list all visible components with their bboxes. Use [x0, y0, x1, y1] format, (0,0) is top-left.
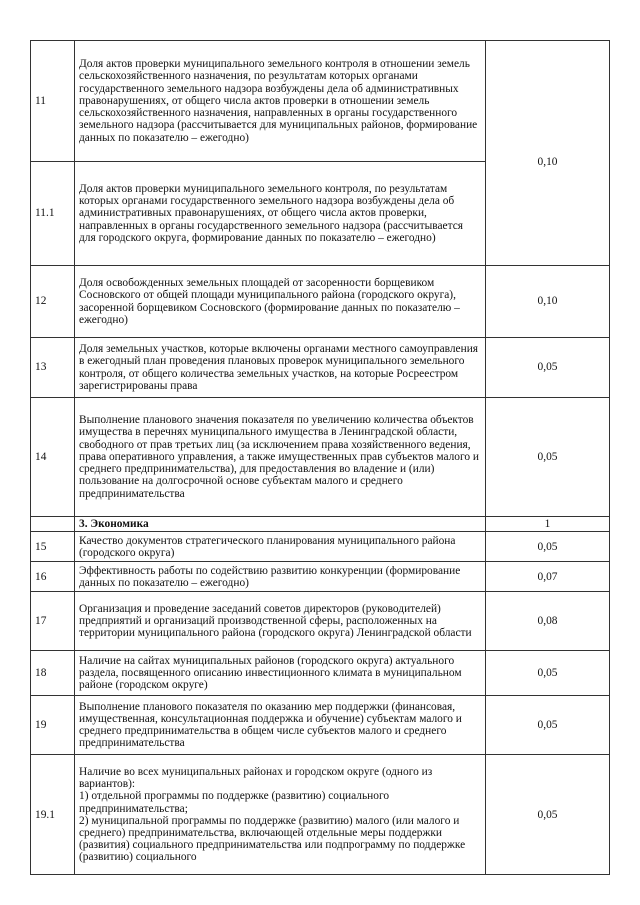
row-number: 19 [31, 696, 75, 755]
table-row [31, 398, 610, 517]
row-number: 11 [31, 41, 75, 162]
table-row [31, 696, 610, 755]
section-weight: 1 [486, 517, 610, 532]
weight-value: 0,07 [486, 562, 610, 592]
table-row [31, 266, 610, 338]
weight-value-merged: 0,10 [537, 156, 558, 169]
table-row [31, 562, 610, 592]
weight-value: 0,05 [486, 696, 610, 755]
table-row [31, 592, 610, 651]
row-number: 13 [31, 338, 75, 398]
indicator-text: Эффективность работы по содействию развитию конкуренции (формирование данных по показателю – ежегодно) [75, 562, 486, 592]
weight-value: 0,05 [486, 398, 610, 517]
section-header-row [31, 517, 610, 532]
weight-value: 0,05 [486, 338, 610, 398]
indicators-table [30, 40, 610, 875]
indicator-text [75, 755, 486, 875]
indicator-text: Доля освобожденных земельных площадей от засоренности борщевиком Сосновского от общей площади муниципального района (городского округа), засоренной борщевиком Сосновского (формирование данных по показателю – ежегодно) [75, 266, 486, 338]
row-number: 18 [31, 651, 75, 696]
weight-value: 0,05 [486, 651, 610, 696]
indicator-text: Выполнение планового показателя по оказанию мер поддержки (финансовая, имущественная, консультационная поддержка и обучение) субъектам малого и среднего предпринимательства в общем числе субъектов малого и среднего предпринимательства [75, 696, 486, 755]
indicator-text-line: 2) муниципальной программы по поддержке (развитию) малого (или малого и среднего) предпринимательства, включающей отдельные меры поддержки (развития) социального предпринимательства или подпрограмму по поддержке (развитию) социального [79, 814, 466, 864]
row-number: 11.1 [31, 162, 75, 266]
weight-value: 0,05 [486, 755, 610, 875]
row-number [31, 517, 75, 532]
weight-value: 0,08 [486, 592, 610, 651]
indicator-text: Выполнение планового значения показателя по увеличению количества объектов имущества в перечнях муниципального имущества в Ленинградской области, свободного от прав третьих лиц (за исключением права хозяйственного ведения, права оперативного управления, а также имущественных прав субъектов малого и среднего предпринимательства), для предоставления во владение и (или) пользование на долгосрочной основе субъектам малого и среднего предпринимательства [75, 398, 486, 517]
row-number: 12 [31, 266, 75, 338]
row-number: 19.1 [31, 755, 75, 875]
table-row [31, 532, 610, 562]
indicator-text: Доля актов проверки муниципального земельного контроля в отношении земель сельскохозяйственного назначения, по результатам которых органами государственного земельного надзора возбуждены дела об административных правонарушениях, от общего числа актов проверки в отношении земель сельскохозяйственного назначения, направленных в органы государственного земельного надзора (рассчитывается для муниципальных районов, формирование данных по показателю – ежегодно) [75, 41, 486, 162]
indicator-text: Качество документов стратегического планирования муниципального района (городского округа) [75, 532, 486, 562]
indicator-text-line: 1) отдельной программы по поддержке (развитию) социального предпринимательства; [79, 790, 390, 815]
weight-value: 0,05 [486, 532, 610, 562]
table-row [31, 41, 610, 162]
indicator-text-line: Наличие во всех муниципальных районах и городском округе (одного из вариантов): [79, 765, 433, 791]
table-row [31, 651, 610, 696]
table-row [31, 338, 610, 398]
weight-value [486, 41, 610, 266]
table-row [31, 755, 610, 875]
section-title: 3. Экономика [75, 517, 486, 532]
indicator-text: Наличие на сайтах муниципальных районов (городского округа) актуального раздела, посвященного описанию инвестиционного климата в муниципальном районе (городском округе) [75, 651, 486, 696]
indicator-text: Доля актов проверки муниципального земельного контроля, по результатам которых органами государственного земельного надзора возбуждены дела об административных правонарушениях, от общего числа актов проверки, направленных в органы государственного земельного надзора (рассчитывается для городского округа, формирование данных по показателю – ежегодно) [75, 162, 486, 266]
row-number: 14 [31, 398, 75, 517]
row-number: 17 [31, 592, 75, 651]
row-number: 15 [31, 532, 75, 562]
indicator-text: Доля земельных участков, которые включены органами местного самоуправления в ежегодный план проведения плановых проверок муниципального земельного контроля, от общего количества земельных участков, на которые Росреестром зарегистрированы права [75, 338, 486, 398]
weight-value: 0,10 [486, 266, 610, 338]
indicator-text: Организация и проведение заседаний советов директоров (руководителей) предприятий и организаций производственной сферы, расположенных на территории муниципального района (городского округа) Ленинградской области [75, 592, 486, 651]
row-number: 16 [31, 562, 75, 592]
